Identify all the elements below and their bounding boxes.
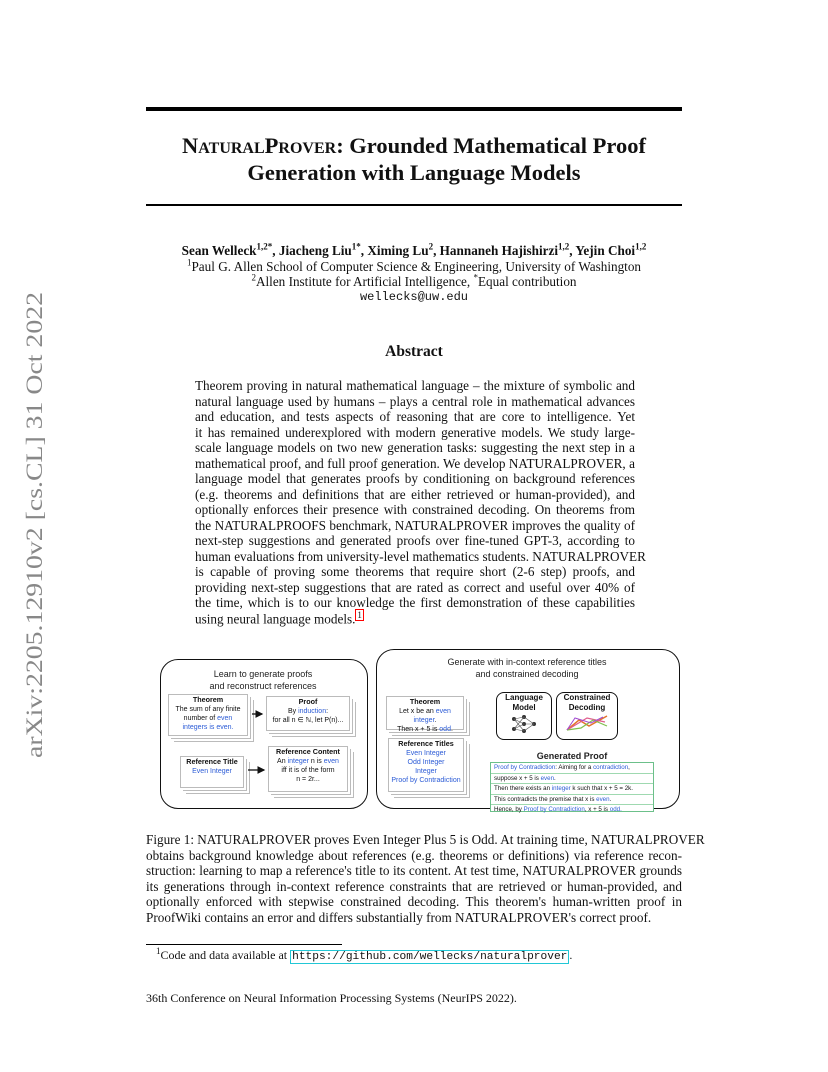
author-affil-mark: 1* bbox=[351, 241, 361, 252]
abstract-line: (e.g. theorems and definitions that are either retrieved or human-provided), and bbox=[195, 486, 635, 502]
card-text: number of bbox=[183, 715, 218, 722]
card-text: By bbox=[287, 708, 299, 715]
footnote-rule bbox=[146, 944, 342, 945]
proof-text: , x + 5 is bbox=[584, 806, 610, 814]
reference-title-item: Odd Integer bbox=[407, 759, 445, 766]
abstract-line: scale language models on two new generation tasks: suggesting the next step in a bbox=[195, 440, 635, 455]
card-text: : bbox=[326, 708, 329, 715]
footnote-mark: 1 bbox=[156, 946, 161, 956]
proof-text: Hence, by bbox=[494, 806, 524, 814]
card-highlight: even bbox=[323, 758, 339, 765]
caption-line: struction: learning to map a reference's title to its content. At test time, NATURALPROVER grounds bbox=[146, 863, 682, 879]
abstract-line: is capable of proving some theorems that require short (2-6 step) proofs, and bbox=[195, 564, 635, 579]
paper-title bbox=[146, 132, 682, 186]
proof-highlight: contradiction bbox=[593, 764, 629, 771]
card-title: Theorem bbox=[409, 697, 441, 706]
abstract-line: providing next-step suggestions that are rated as correct and useful over 40% of bbox=[195, 579, 635, 595]
caption-line: ProofWiki contains an error and differs substantially from NATURALPROVER's correct proof. bbox=[146, 909, 652, 925]
card-highlight: integers is even. bbox=[182, 724, 234, 731]
card-highlight: Even Integer bbox=[192, 768, 232, 775]
abstract-line: using neural language models. bbox=[195, 610, 356, 626]
card-text: for all n ∈ ℕ, let P(n)... bbox=[272, 717, 344, 724]
box-label: Model bbox=[512, 703, 536, 712]
abstract-line: the NATURALPROOFS benchmark, NATURALPROVER improves the quality of bbox=[195, 517, 635, 533]
author-separator: , bbox=[569, 243, 576, 258]
card-title: Reference Title bbox=[186, 757, 238, 766]
caption-line: Figure 1: NATURALPROVER proves Even Integer Plus 5 is Odd. At training time, NATURALPROVER bbox=[146, 832, 705, 847]
card-text: n = 2r... bbox=[296, 776, 320, 783]
proof-text: suppose x + 5 is bbox=[494, 774, 541, 782]
affiliation-mark: 1 bbox=[186, 257, 192, 268]
proof-line bbox=[491, 774, 653, 785]
test-theorem-card bbox=[386, 696, 464, 733]
card-text: An bbox=[277, 758, 288, 765]
card-text: n is bbox=[308, 758, 324, 765]
proof-line bbox=[491, 795, 653, 806]
caption-line: its generations through in-context reference constraints that are retrieved or human-provided, and bbox=[146, 878, 682, 894]
title-system-name: NaturalProver bbox=[182, 133, 337, 158]
affiliation-text: Allen Institute for Artificial Intelligence, bbox=[255, 274, 474, 289]
abstract-line: language model that generates proofs by conditioning on background references bbox=[195, 471, 635, 486]
author-name: Hannaneh Hajishirzi bbox=[439, 243, 559, 258]
card-text: Let x be an bbox=[399, 708, 436, 715]
title-top-rule bbox=[146, 107, 682, 111]
author-email[interactable]: wellecks@uw.edu bbox=[359, 290, 469, 304]
abstract-line-last bbox=[195, 611, 635, 627]
proof-highlight: odd. bbox=[609, 806, 622, 814]
author-affil-mark: 1,2 bbox=[558, 241, 570, 252]
author-name: Ximing Lu bbox=[367, 243, 429, 258]
card-highlight: integer bbox=[287, 758, 309, 765]
footnote-link[interactable]: 1 bbox=[357, 609, 362, 620]
author-separator: , bbox=[433, 243, 440, 258]
box-label: Decoding bbox=[568, 703, 606, 712]
proof-text: : Aiming for a bbox=[555, 764, 594, 771]
proof-highlight: even bbox=[540, 774, 555, 782]
proof-text: k such that x + 5 = 2k. bbox=[570, 785, 633, 793]
card-highlight: even integer bbox=[413, 708, 451, 724]
figure-caption bbox=[146, 832, 705, 926]
affiliation-mark: 2 bbox=[251, 272, 256, 283]
abstract-line: natural language used by humans – plays a central role in mathematical advances bbox=[195, 393, 635, 409]
title-bottom-rule bbox=[146, 204, 682, 206]
proof-text: . bbox=[554, 774, 556, 782]
author-affil-mark: 2 bbox=[428, 241, 434, 252]
author-list bbox=[110, 243, 718, 259]
card-highlight: odd bbox=[439, 726, 451, 733]
proof-highlight: integer bbox=[551, 785, 571, 793]
generated-proof-box bbox=[490, 762, 654, 812]
proof-highlight: Proof by Contradiction bbox=[494, 764, 556, 771]
author-name: Sean Welleck bbox=[181, 243, 257, 258]
reference-titles-card bbox=[388, 738, 464, 792]
abstract-line: and education, and tests aspects of reasoning that are core to intelligence. Yet bbox=[195, 409, 635, 424]
card-text: . bbox=[450, 726, 453, 733]
decoding-paths-icon bbox=[565, 714, 609, 732]
inference-panel-heading bbox=[376, 656, 678, 680]
title-line2: Generation with Language Models bbox=[247, 160, 581, 185]
author-affil-mark: 1,2* bbox=[256, 241, 273, 252]
proof-line bbox=[491, 763, 653, 774]
abstract-line: it has remained underexplored with modern generative models. We study large- bbox=[195, 424, 635, 440]
card-highlight: induction bbox=[298, 708, 327, 715]
reference-title-item: Proof by Contradiction bbox=[391, 777, 461, 784]
proof-highlight: even bbox=[596, 795, 610, 803]
card-text: . bbox=[434, 717, 437, 724]
panel-heading-line: and constrained decoding bbox=[475, 669, 579, 679]
proof-line bbox=[491, 784, 653, 795]
card-highlight: even bbox=[217, 715, 233, 722]
arxiv-identifier-stamp bbox=[20, 290, 50, 760]
caption-line: obtains background knowledge about references (e.g. theorems or definitions) via reference recon- bbox=[146, 847, 682, 863]
reference-title-item: Even Integer bbox=[406, 750, 446, 757]
abstract-line: Theorem proving in natural mathematical language – the mixture of symbolic and bbox=[195, 378, 635, 393]
figure-1 bbox=[160, 648, 680, 814]
affiliation-2 bbox=[110, 274, 718, 290]
footnote-end: . bbox=[569, 948, 573, 962]
code-url-link[interactable]: https://github.com/wellecks/naturalprover bbox=[292, 951, 568, 963]
panel-heading-line: Learn to generate proofs bbox=[213, 669, 313, 679]
author-name: Jiacheng Liu bbox=[278, 243, 352, 258]
neural-network-icon bbox=[509, 714, 539, 734]
abstract-heading: Abstract bbox=[385, 343, 443, 360]
card-text: The sum of any finite bbox=[175, 706, 241, 713]
affiliation-text: Paul G. Allen School of Computer Science & Engineering, University of Washington bbox=[191, 259, 642, 274]
proof-text: , bbox=[628, 764, 630, 771]
equal-contribution-text: Equal contribution bbox=[478, 274, 577, 289]
proof-text: Then there exists an bbox=[494, 785, 552, 793]
reference-title-item: Integer bbox=[415, 768, 437, 775]
proof-text: . bbox=[609, 795, 612, 803]
panel-heading-line: Generate with in-context reference titles bbox=[447, 657, 607, 667]
abstract-line: next-step suggestions and generated proofs over fine-tuned GPT-3, according to bbox=[195, 533, 635, 548]
footnote bbox=[156, 948, 696, 963]
card-title: Reference Content bbox=[276, 747, 340, 756]
card-title: Proof bbox=[298, 697, 318, 706]
title-line1-rest: : Grounded Mathematical Proof bbox=[336, 133, 646, 158]
proof-text: This contradicts the premise that x is bbox=[494, 795, 597, 803]
box-label: Constrained bbox=[563, 693, 611, 702]
abstract-body bbox=[195, 378, 646, 626]
abstract-line: the time, which is to our knowledge the first demonstration of these capabilities bbox=[195, 595, 635, 610]
abstract-line: mathematical proof, and full proof generation. We develop NATURALPROVER, a bbox=[195, 455, 635, 471]
constrained-decoding-box bbox=[556, 692, 618, 740]
equal-contribution-mark: * bbox=[473, 272, 478, 283]
footnote-text: Code and data available at bbox=[160, 948, 291, 962]
generated-proof-title: Generated Proof bbox=[536, 751, 608, 761]
box-label: Language bbox=[505, 693, 543, 702]
author-separator: , bbox=[360, 243, 368, 258]
proof-line bbox=[491, 805, 653, 815]
arxiv-identifier-text: arXiv:2205.12910v2 [cs.CL] 31 Oct 2022 bbox=[22, 372, 47, 758]
caption-line: optionally enforced with stepwise constrained decoding. This theorem's human-written proof in bbox=[146, 894, 682, 910]
author-name: Yejin Choi bbox=[575, 243, 636, 258]
card-text: Then x + 5 is bbox=[397, 726, 440, 733]
language-model-box bbox=[496, 692, 552, 740]
conference-note: 36th Conference on Neural Information Processing Systems (NeurIPS 2022). bbox=[146, 991, 517, 1005]
card-text: iff it is of the form bbox=[281, 767, 335, 774]
panel-heading-line: and reconstruct references bbox=[209, 681, 317, 691]
proof-highlight: Proof by Contradiction bbox=[523, 806, 585, 814]
card-title: Theorem bbox=[192, 695, 224, 704]
author-affil-mark: 1,2 bbox=[635, 241, 647, 252]
abstract-line: human evaluations from university-level mathematics students. NATURALPROVER bbox=[195, 548, 646, 564]
affiliation-1 bbox=[110, 259, 718, 275]
card-title: Reference Titles bbox=[398, 739, 454, 748]
author-separator: , bbox=[272, 243, 279, 258]
abstract-line: optionally enforces their presence with constrained decoding. On theorems from bbox=[195, 502, 635, 517]
